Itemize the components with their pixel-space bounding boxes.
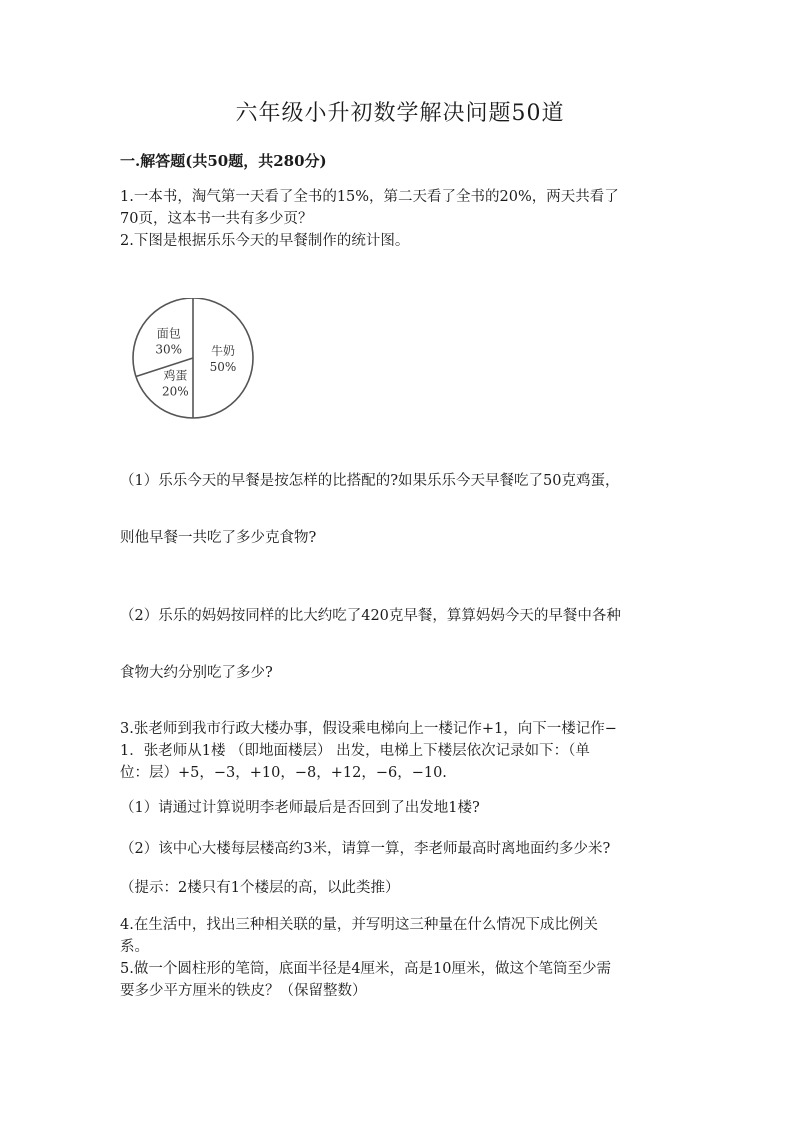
question-2-intro: 2.下图是根据乐乐今天的早餐制作的统计图。 [120,233,410,249]
pie-slice-value: 20% [162,384,189,399]
question-3-line-1: 3.张老师到我市行政大楼办事，假设乘电梯向上一楼记作+1，向下一楼记作− [120,721,617,737]
page-title: 六年级小升初数学解决问题50道 [235,101,565,126]
pie-slice-label: 面包 [156,326,181,341]
question-3-hint: （提示：2楼只有1个楼层的高，以此类推） [120,880,400,896]
question-1-line-1: 1.一本书，淘气第一天看了全书的15%，第二天看了全书的20%，两天共看了 [120,189,619,205]
question-3-sub2: （2）该中心大楼每层楼高约3米，请算一算，李老师最高时离地面约多少米? [120,841,611,857]
pie-slice-label: 鸡蛋 [163,368,188,383]
question-3-sub1: （1）请通过计算说明李老师最后是否回到了出发地1楼? [120,800,480,816]
question-1-line-2: 70页，这本书一共有多少页？ [120,211,313,227]
question-3-line-3: 位：层）+5，−3，+10，−8，+12，−6，−10. [120,765,447,781]
question-2-sub1-line-2: 则他早餐一共吃了多少克食物? [120,530,317,546]
question-2-sub2-line-2: 食物大约分别吃了多少? [120,665,273,681]
question-4-line-2: 系。 [120,939,149,955]
question-5-line-1: 5.做一个圆柱形的笔筒，底面半径是4厘米，高是10厘米，做这个笔筒至少需 [120,961,612,977]
question-2-sub1-line-1: （1）乐乐今天的早餐是按怎样的比搭配的?如果乐乐今天早餐吃了50克鸡蛋， [120,473,620,489]
question-5-line-2: 要多少平方厘米的铁皮？（保留整数） [120,983,367,999]
pie-slice-value: 50% [209,360,237,374]
pie-slice-value: 30% [155,342,183,357]
section-heading: 一.解答题(共50题，共280分) [120,152,327,170]
question-4-line-1: 4.在生活中，找出三种相关联的量，并写明这三种量在什么情况下成比例关 [120,917,598,933]
pie-slice-label: 牛奶 [210,344,236,358]
question-2-sub2-line-1: （2）乐乐的妈妈按同样的比大约吃了420克早餐，算算妈妈今天的早餐中各种 [120,608,621,624]
breakfast-pie-chart [128,298,268,438]
question-3-line-2: 1．张老师从1楼 （即地面楼层） 出发，电梯上下楼层依次记录如下：（单 [120,743,590,759]
